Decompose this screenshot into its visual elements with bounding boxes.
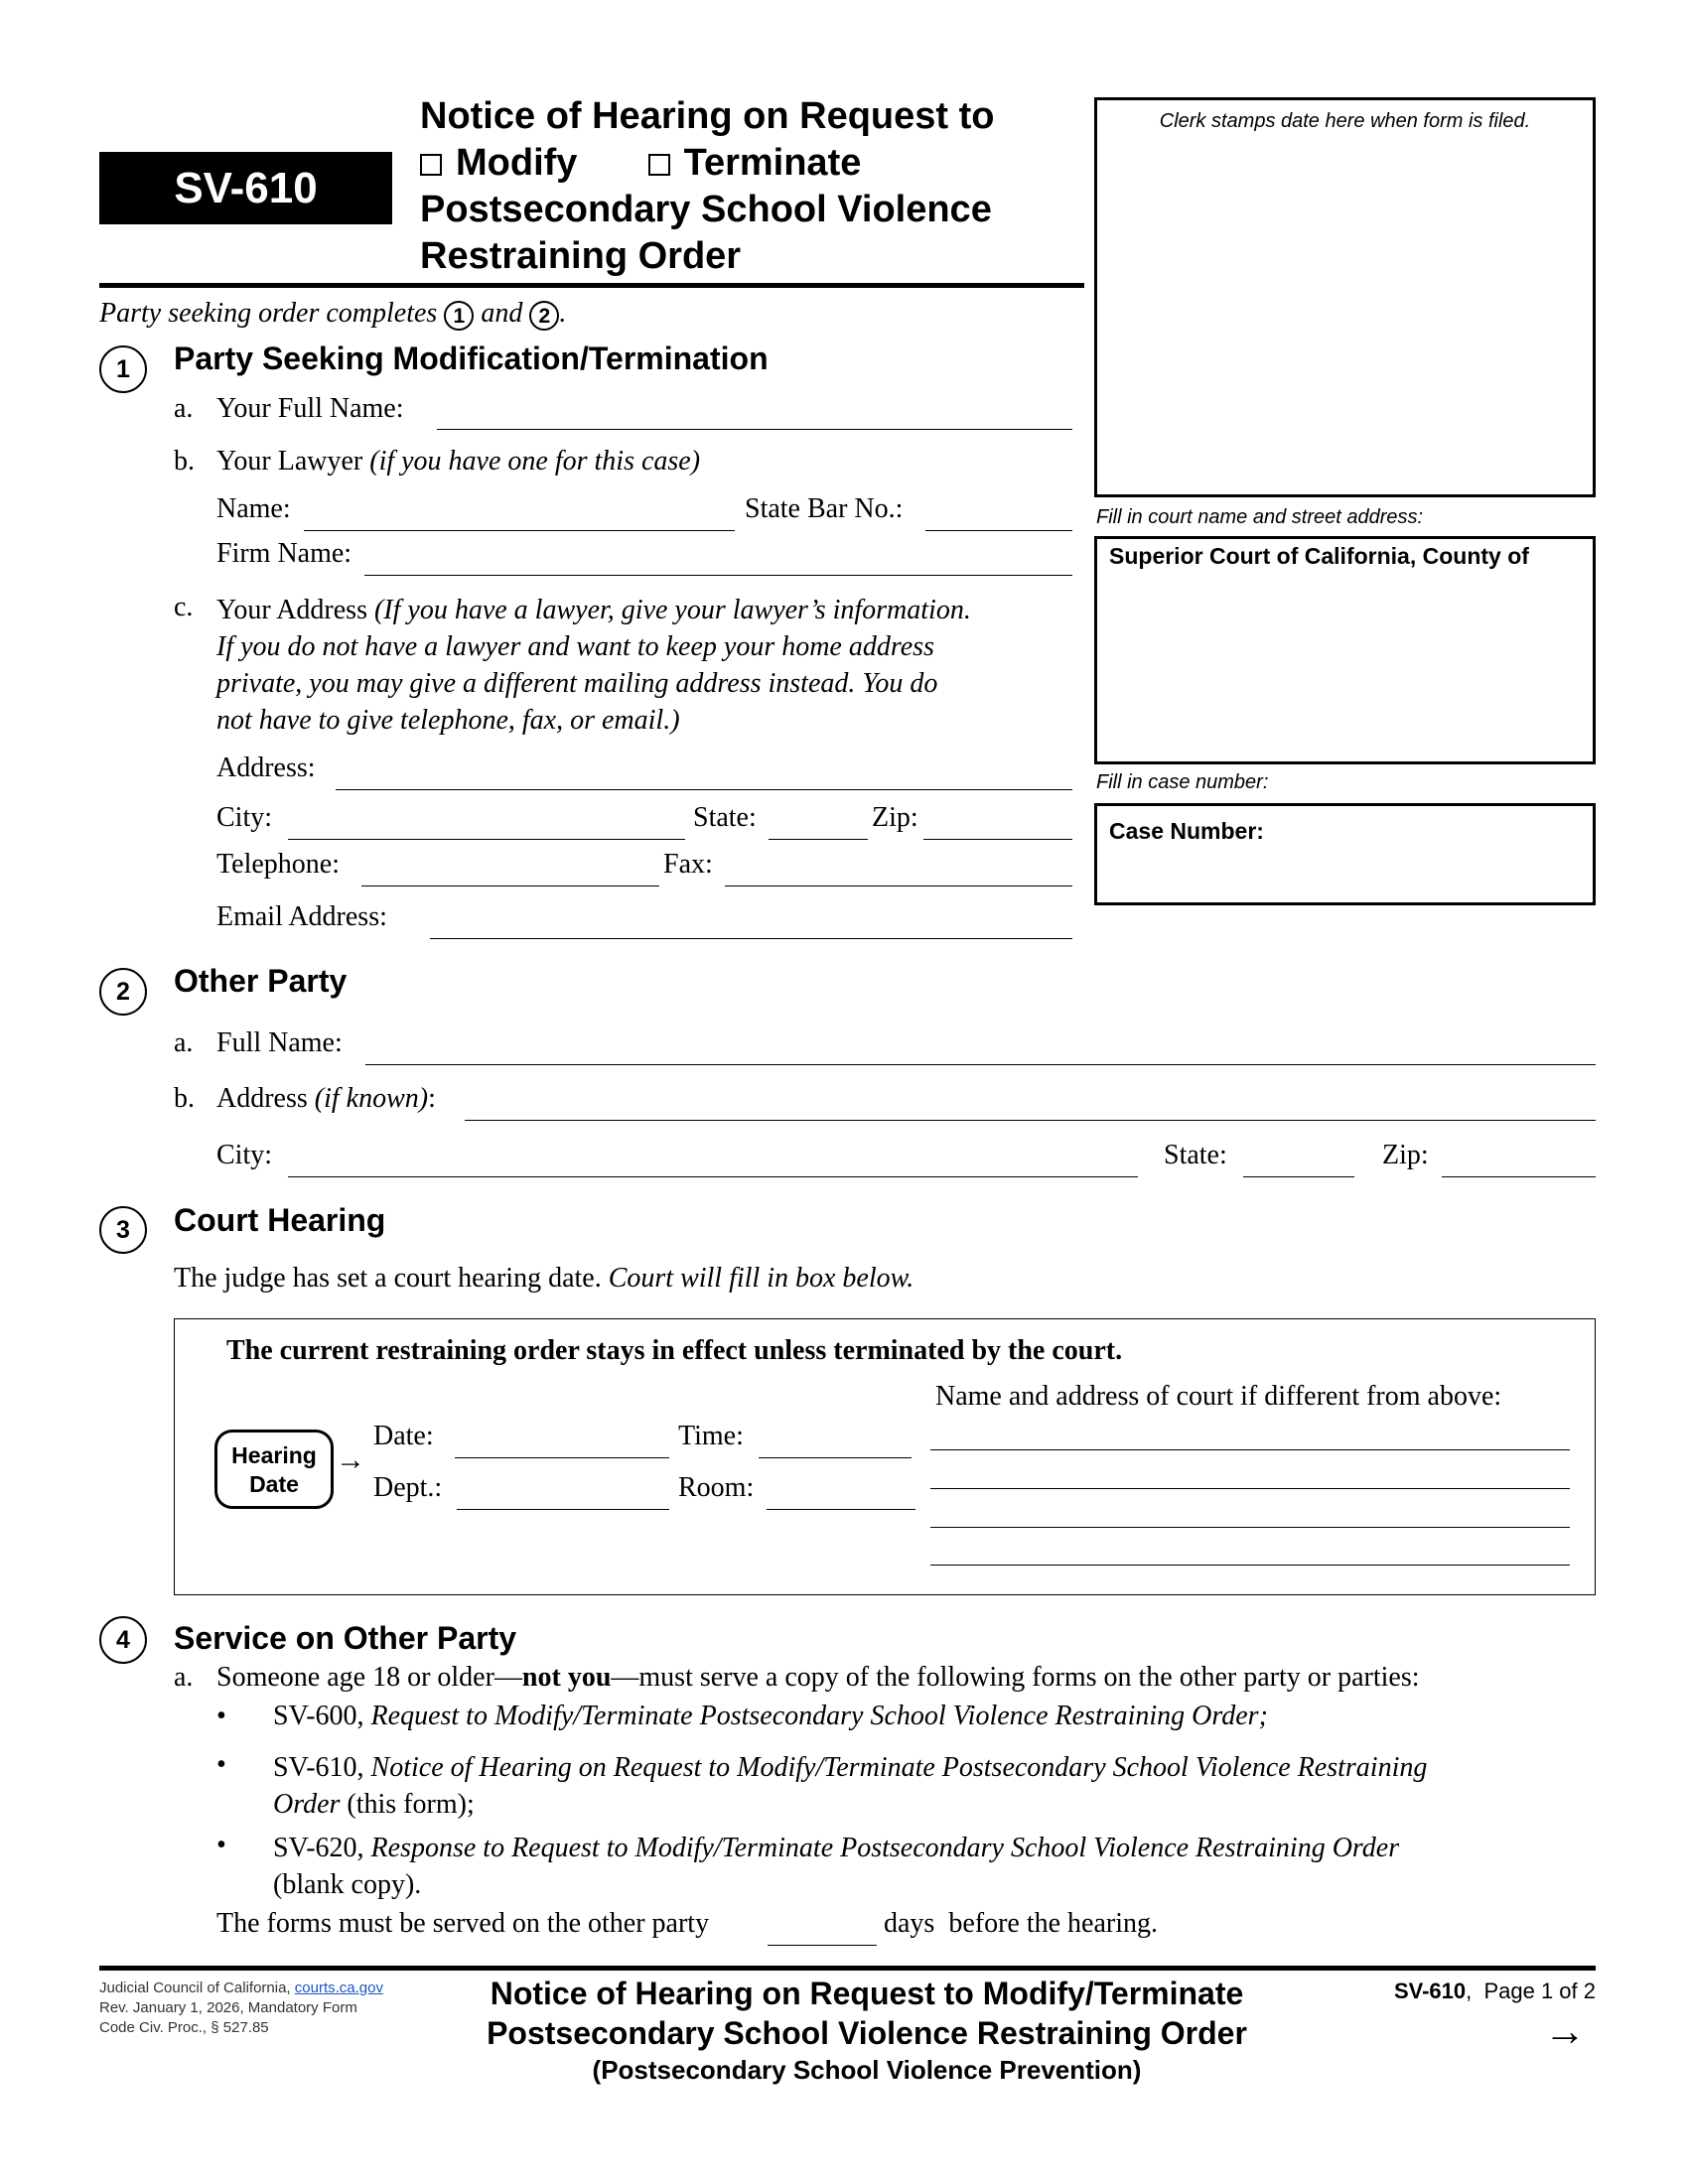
section-3-title: Court Hearing xyxy=(174,1202,386,1238)
header-rule xyxy=(99,283,1084,288)
full-name-label: Your Full Name: xyxy=(216,393,404,424)
bullet-1-text xyxy=(273,1701,1268,1732)
lawyer-name-label: Name: xyxy=(216,493,291,524)
hearing-dept-field[interactable] xyxy=(457,1509,669,1510)
form-title xyxy=(420,93,994,280)
other-full-name-field[interactable] xyxy=(365,1064,1596,1065)
s2-a-letter: a. xyxy=(174,1027,194,1058)
hearing-date-label: Date: xyxy=(373,1421,434,1451)
state-bar-label: State Bar No.: xyxy=(745,493,904,524)
title-line-4: Restraining Order xyxy=(420,235,742,277)
court-hearing-intro xyxy=(174,1263,914,1295)
title-line-3: Postsecondary School Violence xyxy=(420,189,992,230)
s1-a-letter: a. xyxy=(174,393,194,424)
address-field[interactable] xyxy=(336,789,1072,790)
other-state-field[interactable] xyxy=(1243,1176,1354,1177)
hearing-box-heading: The current restraining order stays in effect unless terminated by the court. xyxy=(226,1335,1123,1366)
form-number: SV-610 xyxy=(174,164,318,212)
other-address-label-text: Address xyxy=(216,1083,308,1114)
terminate-label: Terminate xyxy=(683,142,862,184)
alt-court-line-1[interactable] xyxy=(930,1449,1570,1450)
case-number-note: Fill in case number: xyxy=(1096,771,1269,793)
title-checkbox-row xyxy=(420,140,994,187)
hearing-arrow-icon: → xyxy=(336,1443,365,1476)
other-address-label xyxy=(216,1083,436,1115)
other-zip-field[interactable] xyxy=(1442,1176,1596,1177)
intro-step-2: 2 xyxy=(529,301,559,331)
other-state-label: State: xyxy=(1164,1140,1227,1170)
hearing-badge-line-2: Date xyxy=(249,1471,299,1497)
footer-council: Judicial Council of California, xyxy=(99,1979,291,1996)
bullet-1-title: Request to Modify/Terminate Postsecondary School Violence Restraining Order; xyxy=(370,1701,1268,1731)
footer-title xyxy=(455,1974,1279,2087)
case-number-box[interactable] xyxy=(1094,803,1596,905)
other-city-field[interactable] xyxy=(288,1176,1138,1177)
fax-field[interactable] xyxy=(725,886,1072,887)
alt-court-line-2[interactable] xyxy=(930,1488,1570,1489)
bullet-2-text xyxy=(273,1749,1427,1823)
address-note-1: (If you have a lawyer, give your lawyer’s information. xyxy=(373,595,971,625)
firm-name-field[interactable] xyxy=(364,575,1072,576)
address-label: Address: xyxy=(216,752,316,783)
form-number-badge xyxy=(99,152,392,224)
bullet-2-title-1: Notice of Hearing on Request to Modify/Terminate Postsecondary School Violence Restraining xyxy=(370,1752,1428,1783)
bullet-1-code: SV-600, xyxy=(273,1701,364,1731)
address-note-3: private, you may give a different mailing address instead. You do xyxy=(216,668,938,699)
section-2-number: 2 xyxy=(99,968,147,1016)
service-text-bold: not you xyxy=(521,1662,612,1693)
telephone-field[interactable] xyxy=(361,886,659,887)
terminate-checkbox[interactable] xyxy=(648,154,670,176)
state-field[interactable] xyxy=(769,839,868,840)
hearing-intro-plain: The judge has set a court hearing date. xyxy=(174,1263,602,1294)
firm-name-label: Firm Name: xyxy=(216,538,352,569)
service-text-1: Someone age 18 or older— xyxy=(216,1662,522,1693)
your-address-label: Your Address xyxy=(216,595,367,625)
bullet-1-icon: • xyxy=(216,1701,226,1731)
title-line-1: Notice of Hearing on Request to xyxy=(420,95,995,137)
s1-c-letter: c. xyxy=(174,592,194,622)
section-1-title: Party Seeking Modification/Termination xyxy=(174,341,769,376)
other-city-label: City: xyxy=(216,1140,273,1170)
footer-revision: Rev. January 1, 2026, Mandatory Form xyxy=(99,1999,357,2016)
email-label: Email Address: xyxy=(216,901,387,932)
next-page-arrow-icon: → xyxy=(1544,2007,1586,2054)
hearing-time-label: Time: xyxy=(678,1421,744,1451)
clerk-stamp-box xyxy=(1094,97,1596,497)
alt-court-line-4[interactable] xyxy=(930,1565,1570,1566)
footer-title-3: (Postsecondary School Violence Prevention) xyxy=(592,2055,1142,2085)
lawyer-note: (if you have one for this case) xyxy=(369,446,701,477)
hearing-intro-italic: Court will fill in box below. xyxy=(608,1263,914,1294)
s1-b-letter: b. xyxy=(174,446,195,477)
alt-court-line-3[interactable] xyxy=(930,1527,1570,1528)
footer-title-1: Notice of Hearing on Request to Modify/Terminate xyxy=(490,1976,1244,2011)
other-full-name-label: Full Name: xyxy=(216,1027,343,1058)
hearing-room-label: Room: xyxy=(678,1472,755,1503)
other-zip-label: Zip: xyxy=(1382,1140,1429,1170)
case-number-label: Case Number: xyxy=(1109,818,1264,844)
bullet-2-icon: • xyxy=(216,1749,226,1780)
modify-label: Modify xyxy=(456,142,578,184)
lawyer-label-text: Your Lawyer xyxy=(216,446,363,477)
court-if-different-label: Name and address of court if different from above: xyxy=(935,1381,1502,1412)
fax-label: Fax: xyxy=(663,849,713,880)
footer-link[interactable]: courts.ca.gov xyxy=(294,1979,383,1996)
section-1-number: 1 xyxy=(99,345,147,393)
other-address-field[interactable] xyxy=(465,1120,1596,1121)
hearing-date-field[interactable] xyxy=(455,1457,669,1458)
hearing-date-badge xyxy=(214,1430,334,1509)
footer-code-reference: Code Civ. Proc., § 527.85 xyxy=(99,2019,269,2036)
section-4-title: Service on Other Party xyxy=(174,1620,517,1656)
days-prefix: The forms must be served on the other party xyxy=(216,1908,710,1939)
state-label: State: xyxy=(693,802,757,833)
days-suffix: days before the hearing. xyxy=(884,1908,1158,1939)
intro-period: . xyxy=(559,298,567,329)
other-address-note: (if known) xyxy=(314,1083,429,1114)
intro-instruction xyxy=(99,298,566,331)
city-field[interactable] xyxy=(288,839,685,840)
court-name-text: Superior Court of California, County of xyxy=(1109,543,1529,569)
hearing-room-field[interactable] xyxy=(767,1509,915,1510)
lawyer-name-field[interactable] xyxy=(304,530,735,531)
address-note-4: not have to give telephone, fax, or email.) xyxy=(216,705,680,736)
telephone-label: Telephone: xyxy=(216,849,340,880)
section-2-title: Other Party xyxy=(174,963,348,999)
footer-page-number: , Page 1 of 2 xyxy=(1466,1979,1596,2003)
full-name-field[interactable] xyxy=(437,429,1072,430)
footer-meta xyxy=(99,1979,383,2038)
bullet-3-icon: • xyxy=(216,1830,226,1860)
zip-field[interactable] xyxy=(923,839,1072,840)
bullet-2-code: SV-610, xyxy=(273,1752,364,1783)
footer-form-code: SV-610 xyxy=(1393,1979,1467,2003)
footer-title-2: Postsecondary School Violence Restraining Order xyxy=(487,2015,1247,2051)
service-text-2: —must serve a copy of the following forms on the other party or parties: xyxy=(611,1662,1420,1693)
service-instruction xyxy=(216,1662,1420,1694)
bullet-2-title-2: Order xyxy=(273,1789,341,1820)
lawyer-label xyxy=(216,446,700,478)
hearing-dept-label: Dept.: xyxy=(373,1472,443,1503)
email-field[interactable] xyxy=(430,938,1072,939)
address-note-2: If you do not have a lawyer and want to keep your home address xyxy=(216,631,934,662)
intro-and: and xyxy=(481,298,523,329)
hearing-time-field[interactable] xyxy=(759,1457,912,1458)
s2-b-letter: b. xyxy=(174,1083,195,1114)
court-name-note: Fill in court name and street address: xyxy=(1096,506,1424,528)
zip-label: Zip: xyxy=(872,802,918,833)
court-name-box[interactable] xyxy=(1094,536,1596,764)
state-bar-field[interactable] xyxy=(925,530,1072,531)
days-field[interactable] xyxy=(768,1945,877,1946)
footer-rule xyxy=(99,1966,1596,1971)
s4-a-letter: a. xyxy=(174,1662,194,1693)
section-3-number: 3 xyxy=(99,1206,147,1254)
intro-step-1: 1 xyxy=(444,301,474,331)
bullet-3-code: SV-620, xyxy=(273,1833,364,1863)
bullet-2-tail: (this form); xyxy=(347,1789,475,1820)
bullet-3-text xyxy=(273,1830,1399,1903)
footer-page-info xyxy=(1378,1979,1596,2004)
intro-prefix: Party seeking order completes xyxy=(99,298,438,329)
your-address-block xyxy=(216,592,971,739)
section-4-number: 4 xyxy=(99,1616,147,1664)
city-label: City: xyxy=(216,802,273,833)
bullet-3-title: Response to Request to Modify/Terminate Postsecondary School Violence Restraining Order xyxy=(370,1833,1400,1863)
bullet-3-tail: (blank copy). xyxy=(273,1869,422,1900)
other-address-colon: : xyxy=(428,1083,436,1114)
hearing-badge-line-1: Hearing xyxy=(231,1442,317,1468)
clerk-stamp-note: Clerk stamps date here when form is filed. xyxy=(1159,110,1531,132)
modify-checkbox[interactable] xyxy=(420,154,442,176)
